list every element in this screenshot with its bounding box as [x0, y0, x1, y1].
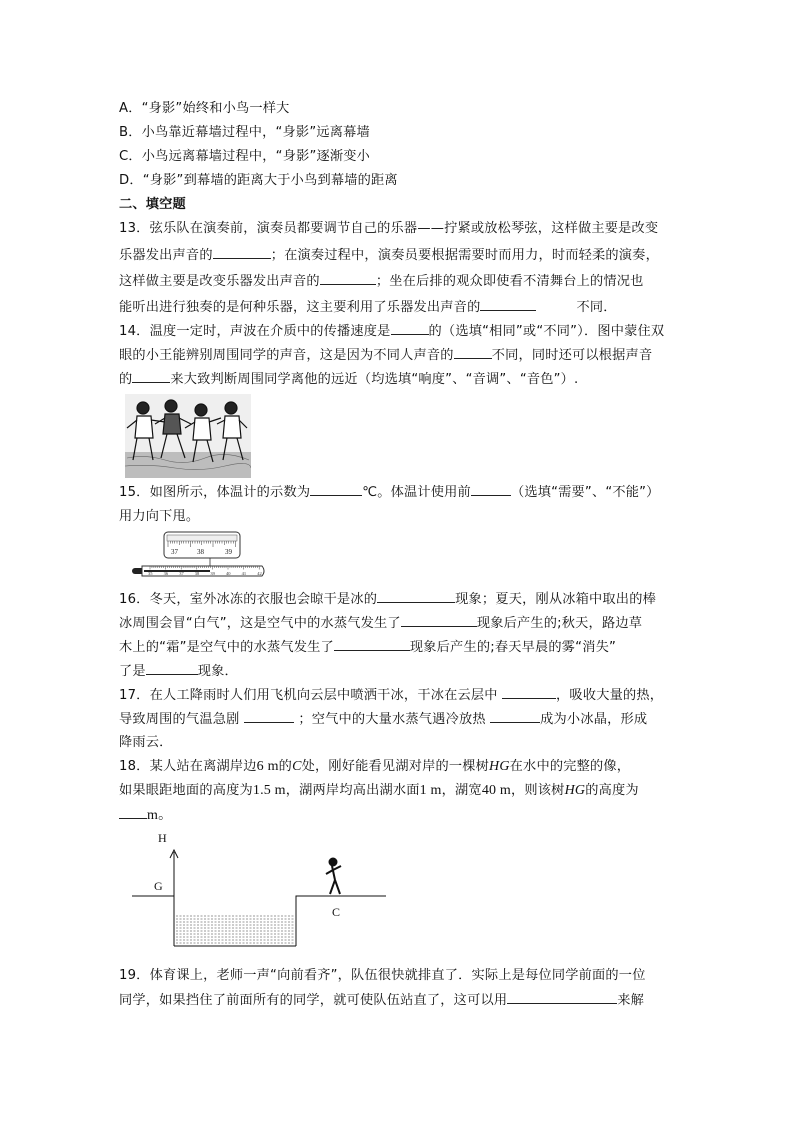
text: 了是 — [119, 664, 146, 679]
answer-blank — [480, 297, 536, 311]
q17-line1 — [119, 685, 663, 706]
math: 40 m — [481, 783, 512, 798]
children-playing-picture — [125, 394, 251, 478]
answer-blank — [490, 709, 540, 723]
q17-line2 — [119, 709, 647, 730]
text: 17．在人工降雨时人们用飞机向云层中喷洒干冰，干冰在云层中 — [119, 688, 498, 703]
text: 14．温度一定时，声波在介质中的传播速度是 — [119, 324, 391, 339]
text: 如果眼距地面的高度为 — [119, 783, 253, 798]
q19-line2 — [119, 990, 644, 1011]
thermo-body-label: 36 — [163, 571, 169, 576]
text: 的 — [278, 759, 293, 774]
thermo-body-label: 37 — [179, 571, 184, 576]
text: ；在演奏过程中，演奏员要根据需要时而用力，时而轻柔的演奏， — [270, 248, 659, 263]
answer-blank — [377, 589, 455, 603]
text: ；空气中的大量水蒸气遇冷放热 — [298, 712, 486, 727]
text: 同学，如果挡住了前面所有的同学，就可使队伍站直了，这可以用 — [119, 993, 508, 1008]
label-c: C — [332, 905, 341, 919]
answer-blank — [391, 321, 429, 335]
text: 16．冬天，室外冰冻的衣服也会晾干是冰的 — [119, 592, 378, 607]
math: m。 — [147, 808, 173, 823]
q18-line3 — [119, 805, 172, 826]
text: （选填“需要”、“不能”） — [510, 485, 660, 500]
text: ；坐在后排的观众即使看不清舞台上的情况也 — [375, 274, 644, 289]
text: 来大致判断周围同学离他的远近（均选填“响度”、“音调”、“音色”）. — [170, 372, 579, 387]
section-title: 二、填空题 — [119, 197, 186, 212]
text: 眼的小王能辨别周围同学的声音，这是因为不同人声音的 — [119, 348, 454, 363]
q14-line3 — [119, 369, 578, 390]
text: 的高度为 — [585, 783, 639, 798]
text: 现象后产生的;春天早晨的雾“消失” — [409, 640, 617, 655]
text: 不同，同时还可以根据声音 — [491, 348, 653, 363]
text: ，湖两岸均高出湖水面 — [285, 783, 420, 798]
q16-line1 — [119, 589, 656, 610]
text: 来解 — [617, 993, 645, 1008]
answer-blank — [320, 271, 376, 285]
thermo-body-label: 40 — [226, 571, 231, 576]
text: ℃。体温计使用前 — [362, 485, 471, 500]
math: C — [292, 759, 302, 774]
answer-blank — [454, 345, 492, 359]
q14-line1 — [119, 321, 664, 342]
q16-line4 — [119, 661, 238, 682]
thermo-body-label: 39 — [210, 571, 215, 576]
math: 1 m — [419, 783, 442, 798]
option-d: D．“身影”到幕墙的距离大于小鸟到幕墙的距离 — [119, 173, 398, 188]
q15-line2: 用力向下甩。 — [119, 509, 200, 524]
thermo-body-label: 41 — [241, 571, 247, 576]
text: 木上的“霜”是空气中的水蒸气发生了 — [119, 640, 334, 655]
answer-blank — [401, 613, 477, 627]
q13-line1: 13．弦乐队在演奏前，演奏员都要调节自己的乐器——拧紧或放松琴弦，这样做主要是改变 — [119, 221, 659, 236]
text: 现象；夏天，刚从冰箱中取出的棒 — [455, 592, 656, 607]
lake-tree-figure — [128, 826, 390, 954]
answer-blank — [471, 482, 511, 496]
text: 的 — [119, 372, 133, 387]
label-g: G — [154, 879, 163, 893]
text: 冰周围会冒“白气”，这是空气中的水蒸气发生了 — [119, 616, 401, 631]
q18-line1 — [119, 757, 630, 777]
thermo-body-label: 42 — [257, 571, 262, 576]
option-c: C．小鸟远离幕墙过程中，“身影”逐渐变小 — [119, 149, 371, 164]
text: 不同． — [576, 300, 617, 315]
q17-line3: 降雨云． — [119, 735, 173, 750]
option-b: B．小鸟靠近幕墙过程中，“身影”远离幕墙 — [119, 125, 370, 140]
text: 能听出进行独奏的是何种乐器，这主要利用了乐器发出声音的 — [119, 300, 481, 315]
answer-blank — [146, 661, 198, 675]
text: ，吸收大量的热， — [556, 688, 664, 703]
thermo-body-label: 35 — [148, 571, 153, 576]
text: 现象． — [197, 664, 238, 679]
text: 乐器发出声音的 — [119, 248, 213, 263]
math: HG — [489, 759, 510, 774]
thermometer-figure — [122, 530, 268, 582]
q18-line2 — [119, 781, 639, 801]
text: 15．如图所示，体温计的示数为 — [119, 485, 311, 500]
text: ，湖宽 — [441, 783, 482, 798]
text: 现象后产生的;秋天，路边草 — [476, 616, 643, 631]
text: 导致周围的气温急剧 — [119, 712, 240, 727]
thermo-mag-label-37: 37 — [171, 548, 178, 556]
thermo-body-label: 38 — [194, 571, 200, 576]
q16-line2 — [119, 613, 642, 634]
math: 1.5 m — [252, 783, 286, 798]
q14-line2 — [119, 345, 652, 366]
q13-line3 — [119, 271, 644, 292]
q19-line1: 19．体育课上，老师一声“向前看齐”，队伍很快就排直了．实际上是每位同学前面的一位 — [119, 968, 646, 983]
answer-blank — [502, 685, 556, 699]
option-a: A．“身影”始终和小鸟一样大 — [119, 101, 290, 116]
text: 18．某人站在离湖岸边 — [119, 759, 257, 774]
text: 在水中的完整的像， — [509, 759, 631, 774]
answer-blank — [334, 637, 410, 651]
math: 6 m — [256, 759, 279, 774]
math: HG — [564, 783, 586, 798]
text: 这样做主要是改变乐器发出声音的 — [119, 274, 320, 289]
answer-blank — [132, 369, 170, 383]
answer-blank — [310, 482, 362, 496]
q16-line3 — [119, 637, 616, 658]
text: 处，刚好能看见湖对岸的一棵树 — [301, 759, 490, 774]
q13-line4 — [119, 297, 617, 318]
answer-blank — [119, 805, 147, 819]
q13-line2 — [119, 245, 659, 266]
answer-blank — [213, 245, 271, 259]
text: 的（选填“相同”或“不同”）．图中蒙住双 — [428, 324, 665, 339]
thermo-mag-label-39: 39 — [225, 548, 232, 556]
answer-blank — [244, 709, 294, 723]
answer-blank — [507, 990, 617, 1004]
q15-line1 — [119, 482, 660, 503]
label-h: H — [158, 831, 167, 845]
thermo-mag-label-38: 38 — [197, 548, 204, 556]
text: ，则该树 — [511, 783, 565, 798]
text: 成为小冰晶，形成 — [540, 712, 648, 727]
